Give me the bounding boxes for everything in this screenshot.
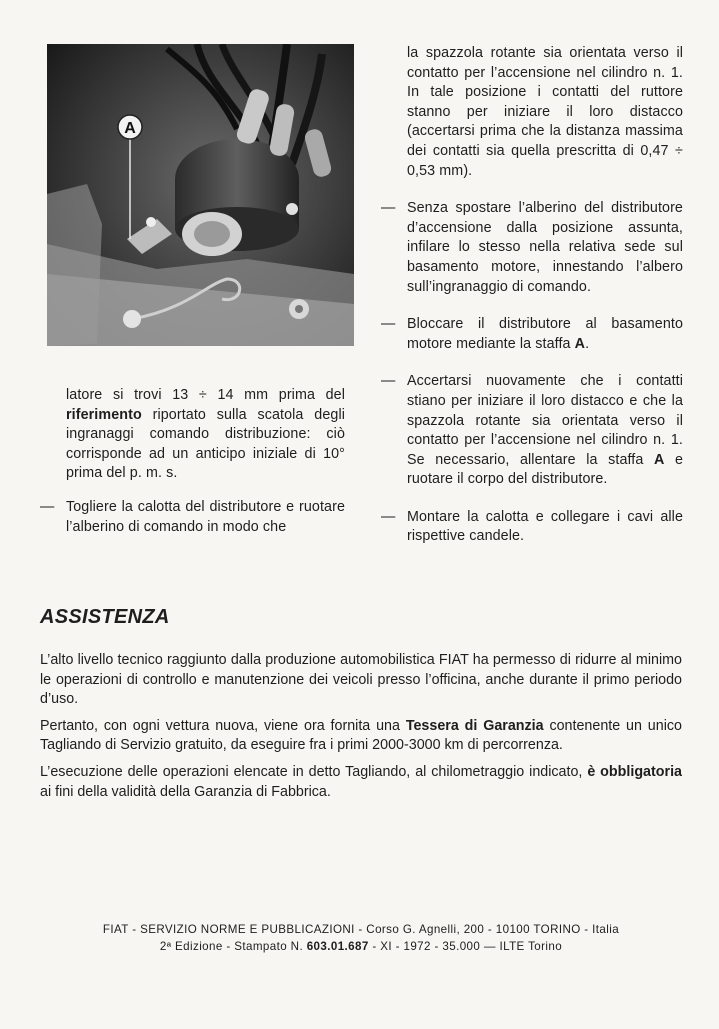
section-heading: ASSISTENZA — [40, 606, 170, 628]
right-column — [381, 44, 683, 547]
assistenza-para-1: L’alto livello tecnico raggiunto dalla produzione automobilistica FIAT ha permesso di ridurre al minimo le operazioni di controllo e manutenzione dei veicoli presso l’officina, anche durante il primo periodo d’uso. — [40, 652, 682, 708]
right-para-cont: la spazzola rotante sia orientata verso il contatto per l’accensione nel cilindro n. 1. In tale posizione i contatti del ruttore stanno per iniziare il loro distacco (accertarsi prima che la distanza massima dei contatti sia quella prescritta di 0,47 ÷ 0,53 mm). — [407, 45, 683, 179]
right-list-item-1: — Senza spostare l’alberino del distributore d’accensione dalla posizione assunta, infilare lo stesso nella relativa sede sul basamento motore, innestando l’albero sull’ingranaggio di comando. — [381, 200, 683, 295]
left-column — [40, 386, 345, 537]
assistenza-para-2: Pertanto, con ogni vettura nuova, viene ora fornita una Tessera di Garanzia contenente un unico Tagliando di Servizio gratuito, da eseguire fra i primi 2000-3000 km di percorrenza. — [40, 717, 682, 754]
left-para-1: latore si trovi 13 ÷ 14 mm prima del riferimento riportato sulla scatola degli ingranaggi comando distribuzione: ciò corrisponde ad un anticipo iniziale di 10° prima del p. m. s. — [66, 387, 345, 482]
right-list-item-4: — Montare la calotta e collegare i cavi alle rispettive candele. — [381, 508, 683, 545]
engine-distributor-photo — [47, 44, 354, 346]
publisher-footer — [40, 921, 682, 955]
footer-line-1: FIAT - SERVIZIO NORME E PUBBLICAZIONI - Corso G. Agnelli, 200 - 10100 TORINO - Italia — [102, 923, 620, 936]
left-list-item-1: — Togliere la calotta del distributore e ruotare l’alberino di comando in modo che — [40, 498, 345, 535]
footer-line-2: 2ª Edizione - Stampato N. 603.01.687 - XI - 1972 - 35.000 — ILTE Torino — [159, 940, 563, 953]
callout-letter-a: A — [124, 120, 136, 137]
assistenza-body — [40, 651, 682, 809]
right-list-item-2: — Bloccare il distributore al basamento motore mediante la staffa A. — [381, 316, 683, 352]
right-list-item-3: — Accertarsi nuovamente che i contatti stiano per iniziare il loro distacco e che la spazzola rotante sia orientata verso il contatto per l’accensione nel cilindro n. 1. Se necessario, allentare la staffa A e ruotare il corpo del distributore. — [381, 373, 683, 488]
assistenza-para-3: L’esecuzione delle operazioni elencate in detto Tagliando, al chilometraggio indicato, è obbligatoria ai fini della validità della Garanzia di Fabbrica. — [40, 763, 682, 800]
